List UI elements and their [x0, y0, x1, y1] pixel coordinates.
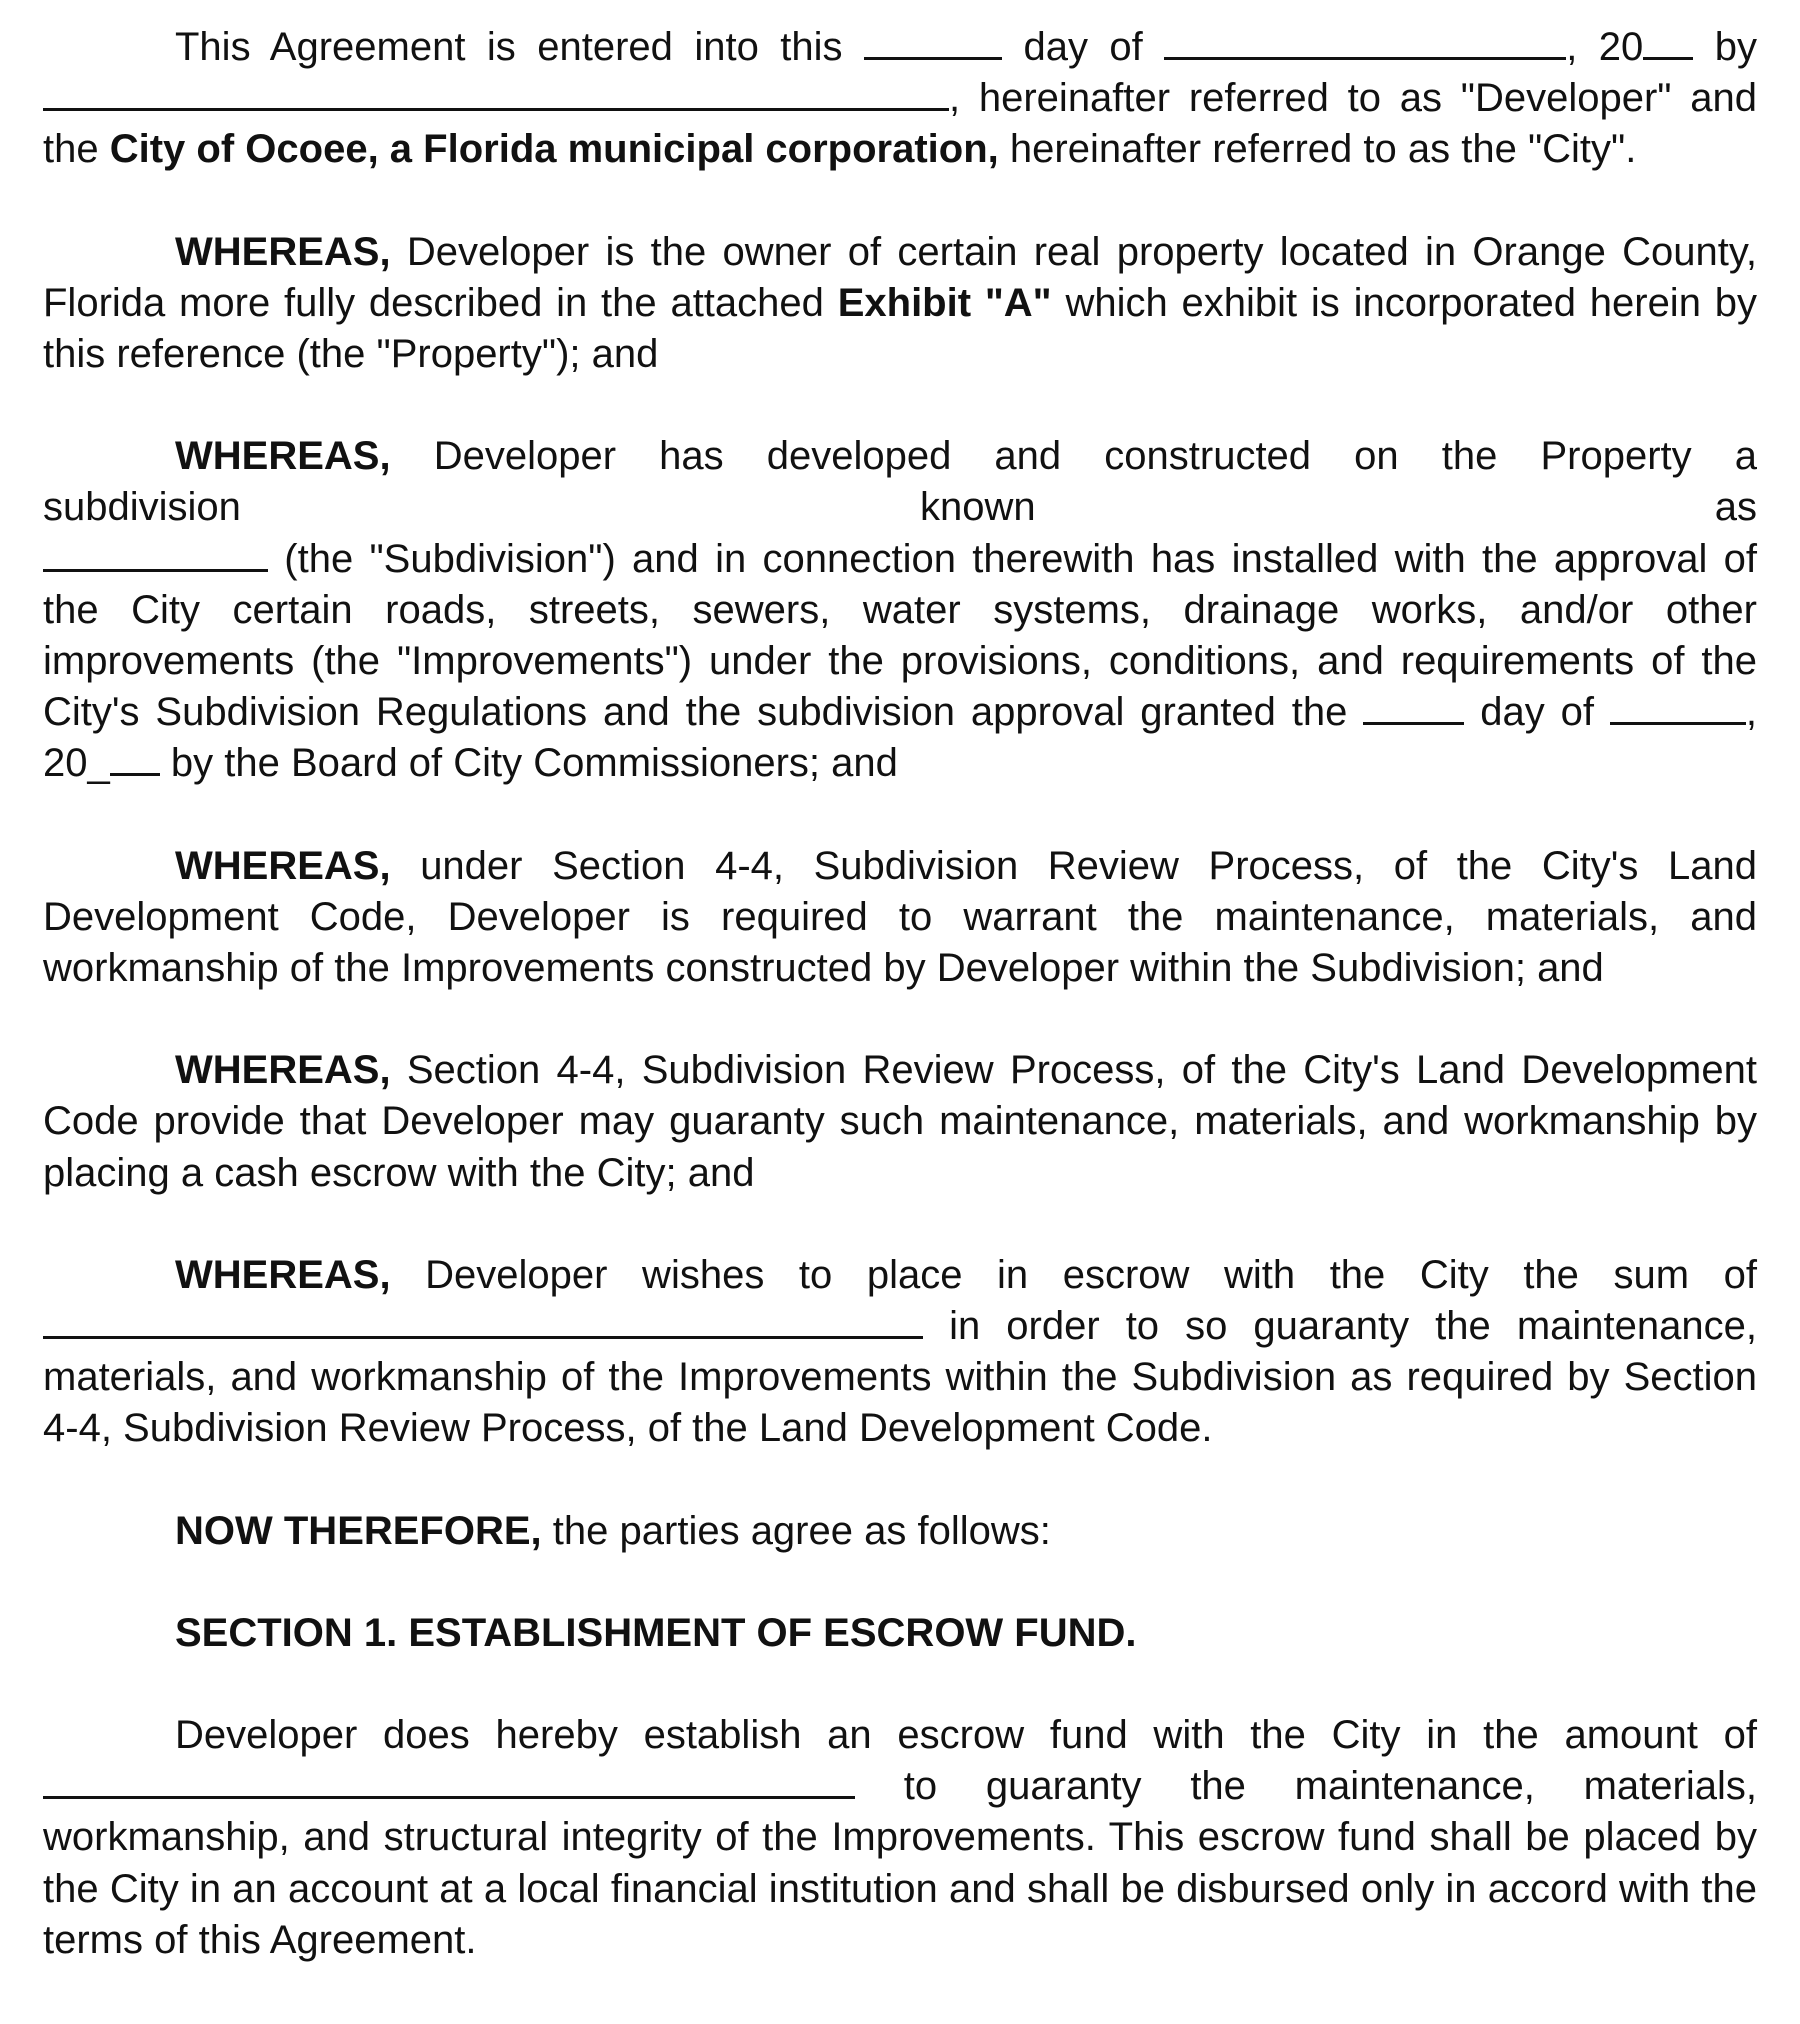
year-blank[interactable]	[1643, 23, 1693, 60]
whereas-escrow-text-1: Developer wishes to place in escrow with the City the sum of	[425, 1252, 1757, 1297]
whereas-escrow-paragraph	[43, 1250, 1757, 1455]
intro-text-3: , 20	[1566, 25, 1644, 69]
whereas-subdivision-text-2: (the "Subdivision") and in connection therewith has installed with the approval of the City certain roads, streets, sewers, water systems, drainage works, and/or other improvements (the "Improvements") under the provisions, conditions, and requirements of the City's Subdivision Regulations and the subdivision approval granted the	[43, 536, 1757, 735]
whereas-label: WHEREAS,	[175, 1048, 391, 1093]
approval-day-blank[interactable]	[1363, 688, 1464, 725]
whereas-label: WHEREAS,	[175, 843, 391, 888]
whereas-subdivision-text-1: Developer has developed and constructed on the Property a	[433, 434, 1757, 479]
intro-text-1: This Agreement is entered into this	[175, 25, 843, 69]
now-therefore-label: NOW THEREFORE,	[175, 1508, 542, 1553]
exhibit-a-reference: Exhibit "A"	[837, 280, 1052, 325]
whereas-property-text-2: which exhibit is incorporated herein by this reference (the "Property"); and	[43, 280, 1757, 377]
intro-paragraph	[43, 22, 1757, 176]
whereas-subdivision-body	[43, 534, 1757, 790]
whereas-property-paragraph	[43, 227, 1757, 381]
month-blank[interactable]	[1164, 23, 1566, 60]
agreement-document	[43, 22, 1757, 1966]
whereas-label: WHEREAS,	[175, 434, 391, 479]
whereas-subdivision-text-3: day of	[1480, 690, 1594, 735]
section-1-heading-paragraph	[43, 1608, 1757, 1659]
whereas-subdivision-text-5: by the Board of City Commissioners; and	[170, 741, 898, 786]
whereas-label: WHEREAS,	[175, 1252, 391, 1297]
subdivision-word: subdivision	[43, 485, 241, 530]
escrow-sum-blank[interactable]	[43, 1302, 923, 1339]
subdivision-name-blank[interactable]	[43, 535, 268, 572]
developer-name-blank[interactable]	[43, 74, 949, 111]
approval-month-blank[interactable]	[1610, 688, 1746, 725]
section-1-text-2: to guaranty the maintenance, materials, workmanship, and structural integrity of the Improvements. This escrow fund shall be placed by the City in an account at a local financial institution and shall be disbursed only in accord with the terms of this Agreement.	[43, 1764, 1757, 1962]
city-name: City of Ocoee, a Florida municipal corporation,	[109, 127, 999, 172]
whereas-property-text-1: Developer is the owner of certain real property located in Orange County, Florida more fully described in the attached	[43, 229, 1757, 325]
whereas-guaranty-paragraph	[43, 1045, 1757, 1199]
now-therefore-text: the parties agree as follows:	[552, 1508, 1051, 1553]
section-1-body-paragraph	[43, 1710, 1757, 1966]
intro-text-2: day of	[1023, 25, 1143, 69]
whereas-guaranty-text: Section 4-4, Subdivision Review Process, of the City's Land Development Code provide that Developer may guaranty such maintenance, materials, and workmanship by placing a cash escrow with the City; and	[43, 1048, 1757, 1195]
whereas-label: WHEREAS,	[175, 229, 391, 274]
whereas-warranty-paragraph	[43, 841, 1757, 995]
escrow-amount-blank[interactable]	[43, 1762, 855, 1799]
day-blank[interactable]	[864, 23, 1002, 60]
whereas-subdivision-paragraph	[43, 431, 1757, 789]
whereas-subdivision-line-1	[43, 431, 1757, 482]
known-word: known	[920, 485, 1036, 530]
whereas-warranty-text: under Section 4-4, Subdivision Review Process, of the City's Land Development Code, Developer is required to warrant the maintenance, materials, and workmanship of the Improvements constructed by Developer within the Subdivision; and	[43, 843, 1758, 991]
section-1-text-1: Developer does hereby establish an escrow fund with the City in the amount of	[175, 1713, 1757, 1758]
whereas-subdivision-text-4: , 20_	[43, 690, 1757, 786]
section-1-heading: SECTION 1. ESTABLISHMENT OF ESCROW FUND.	[175, 1610, 1137, 1655]
intro-text-5: , hereinafter referred to as "Developer" and the	[43, 76, 1757, 172]
approval-year-blank[interactable]	[110, 739, 160, 776]
intro-text-6: hereinafter referred to as the "City".	[1009, 127, 1637, 172]
intro-text-4: by	[1714, 25, 1757, 69]
as-word: as	[1714, 485, 1757, 530]
whereas-escrow-text-2: in order to so guaranty the maintenance, materials, and workmanship of the Improvements within the Subdivision as required by Section 4-4, Subdivision Review Process, of the Land Development Code.	[43, 1304, 1757, 1451]
whereas-subdivision-line-2	[43, 482, 1757, 533]
now-therefore-paragraph	[43, 1506, 1757, 1557]
